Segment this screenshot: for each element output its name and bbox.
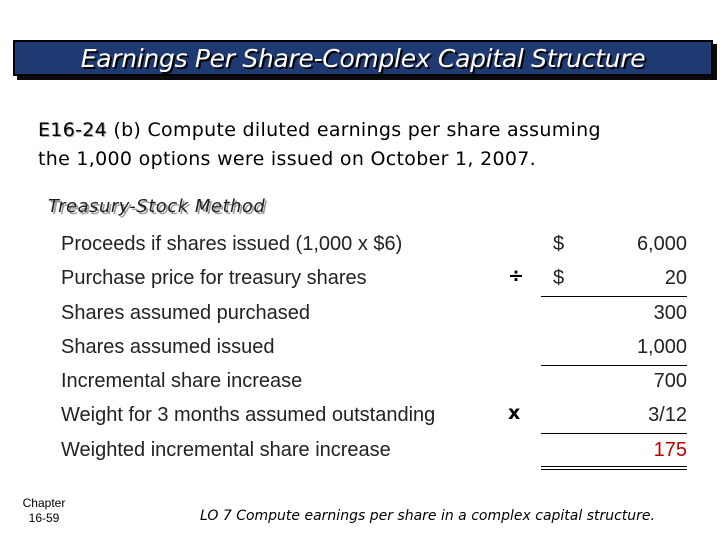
multiply-operator-icon: x [508,402,521,424]
row-value: 3/12 [648,404,687,426]
row-label: Weighted incremental share increase [61,439,391,461]
row-label: Shares assumed issued [61,336,275,358]
chapter-label: Chapter [22,496,66,510]
problem-text-line1: (b) Compute diluted earnings per share assuming [107,119,601,141]
problem-statement [38,116,698,174]
chapter-info [10,496,78,526]
row-value: 20 [664,267,687,289]
row-value: 700 [653,370,687,392]
table-row [0,297,720,331]
row-value: 6,000 [636,233,687,255]
table-row [0,331,720,365]
method-heading: Treasury-Stock Method [48,196,266,217]
page-number: 16-59 [28,511,60,525]
table-row [0,365,720,399]
row-value: 1,000 [636,336,687,358]
table-row [0,228,720,262]
problem-code: E16-24 [38,119,108,141]
row-label: Shares assumed purchased [61,302,311,324]
table-row [0,262,720,296]
row-label: Proceeds if shares issued (1,000 x $6) [61,233,403,255]
table-row [0,399,720,433]
title-bar [13,40,713,76]
divide-operator-icon: ÷ [508,265,524,287]
row-label: Weight for 3 months assumed outstanding [61,404,436,426]
dollar-sign: $ [553,267,565,289]
row-value: 300 [653,302,687,324]
row-label: Purchase price for treasury shares [61,267,367,289]
total-double-rule [541,466,687,470]
problem-text-line2: the 1,000 options were issued on October 1, 2007. [38,148,536,170]
dollar-sign: $ [553,233,565,255]
table-row [0,434,720,468]
row-label: Incremental share increase [61,370,303,392]
slide-title: Earnings Per Share-Complex Capital Structure [80,43,646,73]
learning-objective: LO 7 Compute earnings per share in a complex capital structure. [200,508,655,524]
total-value: 175 [653,439,687,461]
